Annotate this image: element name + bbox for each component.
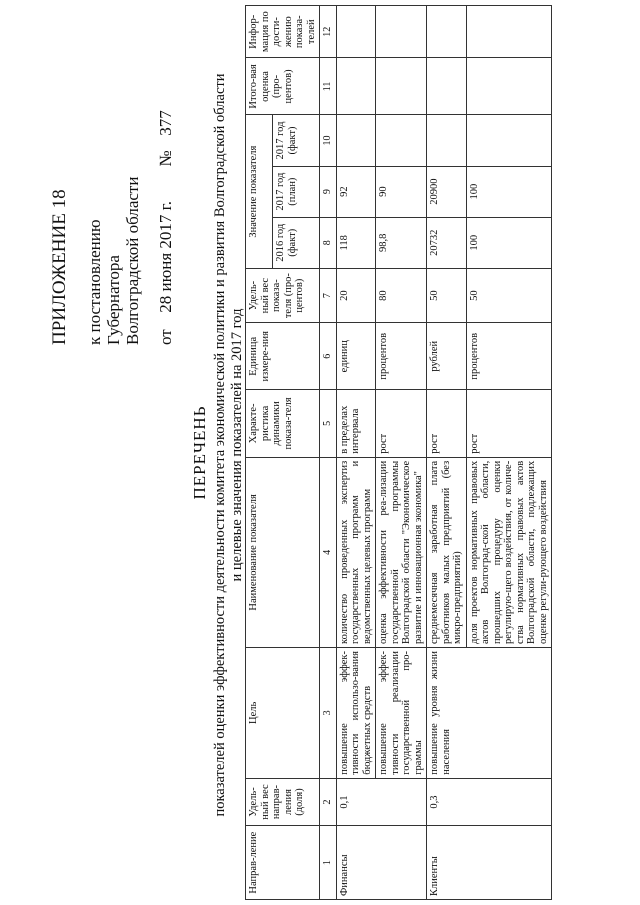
- cell-plan-2017: 92: [336, 166, 376, 217]
- cell-dynamics: рост: [427, 390, 467, 458]
- subtitle-line: и целевые значения показателей на 2017 год: [229, 308, 245, 582]
- table-row: [427, 6, 467, 900]
- column-number: 3: [320, 647, 337, 778]
- appendix-date: 28 июня 2017 г.: [156, 201, 175, 313]
- column-number-row: [320, 6, 337, 900]
- cell-dynamics: рост: [466, 390, 552, 458]
- col-header-indicator-weight: Удель-ный вес показа-теля (про-центов): [246, 268, 320, 323]
- col-header-plan-2017: 2017 год (план): [273, 166, 320, 217]
- column-number: 8: [320, 217, 337, 268]
- appendix-line: Волгоградской области: [123, 176, 142, 345]
- column-number: 5: [320, 390, 337, 458]
- cell-unit: рублей: [427, 323, 467, 390]
- cell-info: [427, 6, 467, 58]
- column-number: 7: [320, 268, 337, 323]
- cell-indicator: количество проведенных экспертиз государственных программ и ведомственных целевых программ: [336, 457, 376, 647]
- cell-fact-2017: [336, 115, 376, 166]
- cell-plan-2017: 100: [466, 166, 552, 217]
- cell-direction-weight: 0,1: [336, 778, 427, 826]
- cell-plan-2017: 20900: [427, 166, 467, 217]
- column-number: 9: [320, 166, 337, 217]
- col-header-info: Инфор-мация по дости-жению показа-телей: [246, 6, 320, 58]
- col-header-indicator: Наименование показателя: [246, 457, 320, 647]
- cell-fact-2016: 100: [466, 217, 552, 268]
- column-number: 1: [320, 826, 337, 900]
- cell-fact-2016: 20732: [427, 217, 467, 268]
- cell-total-score: [427, 58, 467, 115]
- appendix-block: [50, 15, 175, 345]
- document-title: ПЕРЕЧЕНЬ: [190, 405, 209, 500]
- cell-direction: Клиенты: [427, 826, 552, 900]
- col-header-fact-2016: 2016 год (факт): [273, 217, 320, 268]
- col-header-goal: Цель: [246, 647, 320, 778]
- cell-indicator-weight: 50: [427, 268, 467, 323]
- subtitle-line: показателей оценки эффективности деятельности комитета экономической политики и развития Волгоградской области: [212, 73, 228, 817]
- appendix-line: Губернатора: [104, 255, 123, 345]
- cell-goal: повышение эффек-тивности реализации государственной про-граммы: [376, 647, 427, 778]
- cell-total-score: [466, 58, 552, 115]
- cell-goal: повышение уровня жизни населения: [427, 647, 552, 778]
- col-header-direction-weight: Удель-ный вес направ-ления (доля): [246, 778, 320, 826]
- cell-fact-2017: [466, 115, 552, 166]
- cell-indicator: среднемесячная заработная плата работников малых предприятий (без микро-предприятий): [427, 457, 467, 647]
- cell-unit: процентов: [466, 323, 552, 390]
- cell-info: [466, 6, 552, 58]
- cell-indicator: оценка эффективности реа-лизации государственной программы Волгоградской области "Экономическое развитие и инновационная экономика": [376, 457, 427, 647]
- indicators-table: [245, 5, 552, 900]
- column-number: 6: [320, 323, 337, 390]
- document-subtitle: [212, 25, 246, 865]
- col-header-fact-2017: 2017 год (факт): [273, 115, 320, 166]
- cell-direction: Финансы: [336, 826, 427, 900]
- cell-fact-2016: 98,8: [376, 217, 427, 268]
- col-header-dynamics: Характе-ристика динамики показа-теля: [246, 390, 320, 458]
- number-prefix: №: [156, 150, 175, 167]
- cell-indicator-weight: 20: [336, 268, 376, 323]
- cell-indicator: доля проектов нормативных правовых актов Волгоград-ской области, прошедших процедуру оценки регулирую-щего воздействия, от количе-ства нормативных правовых актов Волгоградской области, подлежащих оценке регули-рующего воздействия: [466, 457, 552, 647]
- column-number: 2: [320, 778, 337, 826]
- cell-fact-2017: [376, 115, 427, 166]
- cell-plan-2017: 90: [376, 166, 427, 217]
- cell-goal: повышение эффек-тивности использо-вания бюджетных средств: [336, 647, 376, 778]
- cell-info: [376, 6, 427, 58]
- date-prefix: от: [156, 329, 175, 345]
- appendix-line: к постановлению: [85, 219, 104, 345]
- cell-indicator-weight: 80: [376, 268, 427, 323]
- column-number: 11: [320, 58, 337, 115]
- cell-direction-weight: 0,3: [427, 778, 552, 826]
- appendix-number: 377: [156, 110, 175, 136]
- column-number: 10: [320, 115, 337, 166]
- header-row: [246, 6, 273, 900]
- cell-fact-2016: 118: [336, 217, 376, 268]
- col-header-total-score: Итого-вая оценка (про-центов): [246, 58, 320, 115]
- cell-info: [336, 6, 376, 58]
- cell-dynamics: рост: [376, 390, 427, 458]
- cell-unit: процентов: [376, 323, 427, 390]
- cell-dynamics: в пределах интервала: [336, 390, 376, 458]
- cell-total-score: [336, 58, 376, 115]
- column-number: 4: [320, 457, 337, 647]
- column-number: 12: [320, 6, 337, 58]
- cell-total-score: [376, 58, 427, 115]
- col-header-unit: Единица измере-ния: [246, 323, 320, 390]
- appendix-date-line: [156, 15, 175, 345]
- cell-indicator-weight: 50: [466, 268, 552, 323]
- cell-unit: единиц: [336, 323, 376, 390]
- appendix-title: ПРИЛОЖЕНИЕ 18: [49, 189, 70, 345]
- col-header-values-group: Значение показателя: [246, 115, 273, 268]
- table-row: [336, 6, 376, 900]
- col-header-direction: Направ-ление: [246, 826, 320, 900]
- cell-fact-2017: [427, 115, 467, 166]
- table-row: [376, 6, 427, 900]
